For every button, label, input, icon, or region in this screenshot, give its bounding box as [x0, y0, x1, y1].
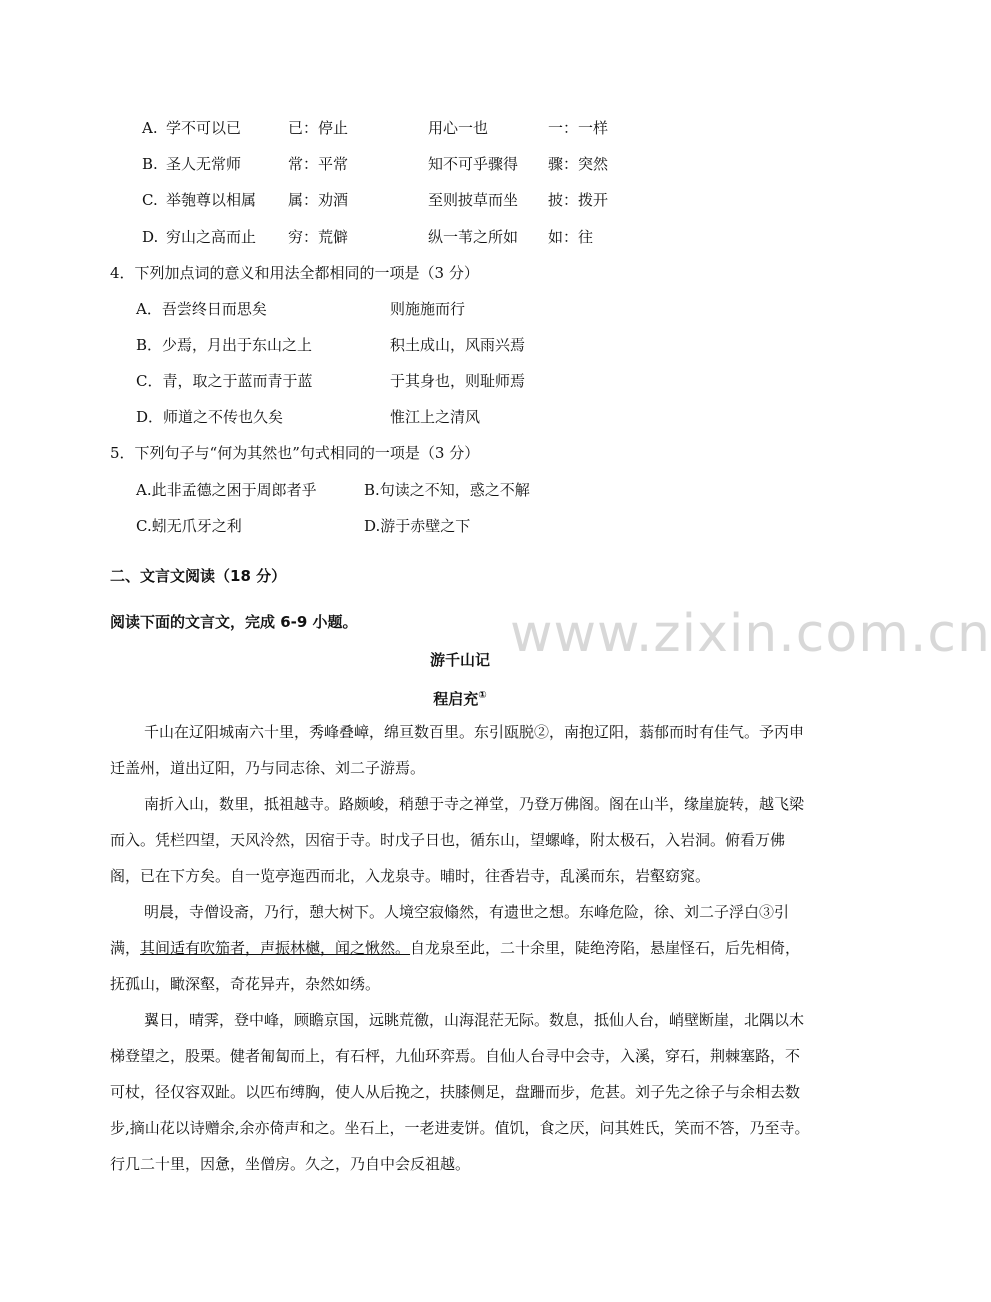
essay-title: 游千山记 [429, 651, 490, 669]
q3-option-label: C. [142, 191, 158, 209]
q3-option-phrase: 穷山之高而止 [166, 228, 257, 246]
q3-option-label: A. [142, 119, 158, 137]
question-stem: 4．下列加点词的意义和用法全都相同的一项是（3 分） [110, 264, 479, 282]
section-heading: 二、文言文阅读（18 分） [110, 567, 287, 585]
q3-option-phrase: 用心一也 [428, 119, 489, 137]
essay-paragraph-4: 翼日，晴霁，登中峰，顾瞻京国，远眺荒徼，山海混茫无际。数息，抵仙人台，峭壁断崖，北隅以木梯登望之，股栗。健者匍匐而上，有石枰，九仙环弈焉。自仙人台寻中会寺，入溪，穿石，荆棘塞路，不可杖，径仅容双趾。以匹布缚胸，使人从后挽之，扶膝侧足，盘跚而步，危甚。刘子先之徐子与余相去数步,摘山花以诗赠余,余亦倚声和之。坐石上，一老进麦饼。值饥，食之厌，问其姓氏，笑而不答，乃至寺。行几二十里，因惫，坐僧房。久之，乃自中会反祖越。 [110, 1011, 810, 1173]
q4-option-c: C．青，取之于蓝而青于蓝 [136, 372, 313, 390]
essay-author-line [0, 686, 920, 709]
p3-text-before: 明晨，寺僧设斋，乃行，憩大树下。人境空寂翛然，有遗世之想。东峰危险，徐、刘二子浮白③引满， [110, 903, 790, 957]
q3-option-phrase: 知不可乎骤得 [428, 155, 519, 173]
q4-option-a: A．吾尝终日而思矣 [136, 300, 267, 318]
q3-option-gloss: 披：拨开 [548, 191, 609, 209]
q3-option-gloss: 如：往 [548, 228, 594, 246]
q3-option-gloss: 穷：荒僻 [288, 228, 349, 246]
reading-instruction: 阅读下面的文言文，完成 6-9 小题。 [110, 613, 358, 631]
q3-option-phrase: 圣人无常师 [166, 155, 242, 173]
essay-paragraph-2: 南折入山，数里，抵祖越寺。路颇峻，稍憩于寺之禅堂，乃登万佛阁。阁在山半，缘崖旋转，越飞梁而入。凭栏四望，天风泠然，因宿于寺。时戊子日也，循东山，望螺峰，附太极石，入岩洞。俯看万佛阁，已在下方矣。自一览亭迤西而北，入龙泉寺。晡时，往香岩寺，乱溪而东，岩壑窈窕。 [110, 795, 805, 885]
p3-text-after: 自龙泉至此，二十余里，陡绝洿陷，悬崖怪石，后先相倚，抚孤山，瞰深壑，奇花异卉，杂然如绣。 [110, 939, 801, 993]
q3-option-gloss: 常：平常 [288, 155, 349, 173]
q3-option-phrase: 纵一苇之所如 [428, 228, 519, 246]
essay-paragraph-1: 千山在辽阳城南六十里，秀峰叠嶂，绵亘数百里。东引瓯脱②，南抱辽阳，蓊郁而时有佳气。予丙申迁盖州，道出辽阳，乃与同志徐、刘二子游焉。 [110, 723, 805, 777]
q4-option-a-pair: 则施施而行 [390, 300, 466, 318]
q3-option-gloss: 骤：突然 [548, 155, 609, 173]
q5-option-a: A.此非孟德之困于周郎者乎 [136, 481, 317, 499]
essay-paragraph-3 [110, 894, 810, 1002]
q3-option-gloss: 属：劝酒 [288, 191, 349, 209]
q5-option-c: C.蚓无爪牙之利 [136, 517, 242, 535]
q4-option-d: D．师道之不传也久矣 [136, 408, 284, 426]
q4-option-b: B．少焉，月出于东山之上 [136, 336, 313, 354]
question-stem: 5．下列句子与“何为其然也”句式相同的一项是（3 分） [110, 444, 480, 462]
q3-option-phrase: 举匏尊以相属 [166, 191, 257, 209]
q3-option-phrase: 学不可以已 [166, 119, 242, 137]
q4-option-d-pair: 惟江上之清风 [390, 408, 481, 426]
q5-option-d: D.游于赤壁之下 [364, 517, 471, 535]
q3-option-phrase: 至则披草而坐 [428, 191, 519, 209]
q3-option-gloss: 已：停止 [288, 119, 349, 137]
q3-option-label: D. [142, 228, 159, 246]
q3-option-label: B. [142, 155, 158, 173]
q4-option-c-pair: 于其身也，则耻师焉 [390, 372, 526, 390]
p3-underlined-sentence: 其间适有吹笳者，声振林樾，闻之愀然。 [140, 939, 411, 957]
essay-author: 程启充 [433, 690, 479, 708]
q5-option-b: B.句读之不知，惑之不解 [364, 481, 530, 499]
footnote-marker: ① [478, 690, 487, 701]
q3-option-gloss: 一：一样 [548, 119, 609, 137]
watermark: www.zixin.com.cn [510, 604, 991, 664]
q4-option-b-pair: 积土成山，风雨兴焉 [390, 336, 526, 354]
